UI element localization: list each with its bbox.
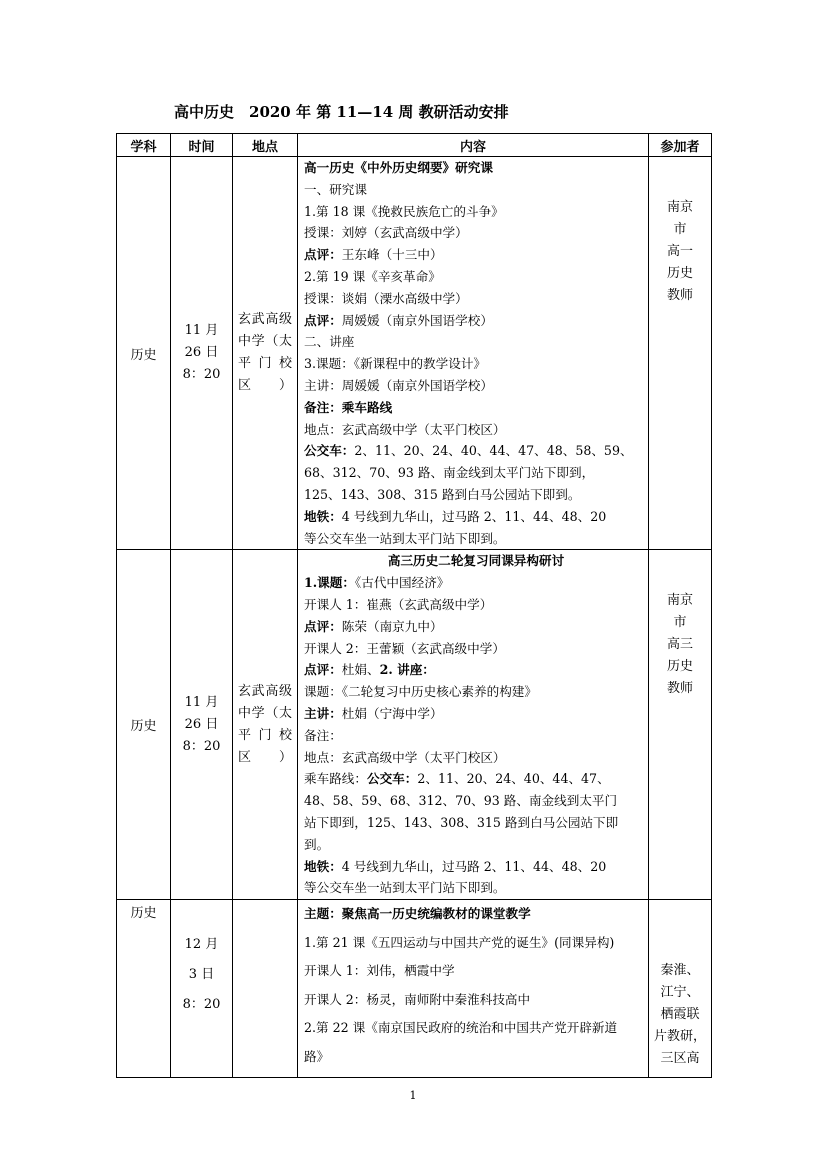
content-line	[304, 462, 648, 484]
content-line-label: 2. 讲座：	[379, 662, 435, 678]
content-line	[304, 244, 648, 266]
content-line-text: 等公交车坐一站到太平门站下即到。	[304, 530, 506, 546]
participants-cell	[649, 550, 712, 900]
participant-line: 教师	[666, 288, 693, 303]
content-line	[304, 550, 648, 572]
content-line-text: 备注：	[304, 727, 342, 743]
content-line-label: 公交车：	[304, 443, 355, 459]
time-line: 11 月	[184, 323, 219, 339]
content-line	[304, 572, 648, 594]
table-row	[117, 900, 712, 1078]
time-line: 8：20	[182, 367, 221, 383]
content-line-text: 2.第 19 课《辛亥革命》	[304, 268, 441, 284]
page-number: 1	[409, 1089, 417, 1102]
participant-line: 秦淮、	[660, 963, 700, 979]
header-time: 时间	[171, 134, 233, 157]
content-line	[304, 929, 648, 958]
content-line	[304, 222, 648, 244]
table-row	[117, 157, 712, 550]
time-line: 26 日	[184, 345, 219, 361]
content-line	[304, 331, 648, 353]
content-line	[304, 725, 648, 747]
time-cell	[171, 157, 233, 550]
content-line-text: 开课人 2：王蕾颖（玄武高级中学）	[304, 640, 505, 656]
content-line	[304, 594, 648, 616]
header-participants: 参加者	[649, 134, 712, 157]
table-header-row	[117, 134, 712, 157]
content-line-text: 站下即到，125、143、308、315 路到白马公园站下即	[304, 814, 619, 830]
content-line-text: 周媛媛（南京外国语学校）	[341, 312, 493, 328]
content-cell	[298, 550, 649, 900]
participant-line: 历史	[666, 266, 693, 281]
participant-line: 片教研，	[653, 1029, 706, 1045]
content-line	[304, 703, 648, 725]
content-line-text: 2.第 22 课《南京国民政府的统治和中国共产党开辟新道	[304, 1020, 618, 1036]
content-line-text: 等公交车坐一站到太平门站下即到。	[304, 880, 506, 896]
content-line	[304, 310, 648, 332]
content-line	[304, 681, 648, 703]
content-line-text: 125、143、308、315 路到白马公园站下即到。	[304, 486, 581, 502]
content-line	[304, 616, 648, 638]
participants-cell	[649, 157, 712, 550]
participants-cell	[649, 900, 712, 1078]
participant-line: 三区高	[660, 1051, 700, 1067]
content-line	[304, 812, 648, 834]
content-line-text: 陈荣（南京九中）	[341, 618, 443, 634]
participant-line: 教师	[666, 681, 693, 697]
content-line-label: 1.课题：	[304, 575, 355, 591]
content-line-text: 主讲：周媛媛（南京外国语学校）	[304, 377, 493, 393]
time-line: 11 月	[184, 694, 219, 710]
content-line	[304, 506, 648, 528]
participant-line: 南京	[666, 593, 693, 609]
participant-line: 南京	[666, 200, 693, 215]
participant-line: 历史	[666, 659, 693, 675]
content-line-text: 到。	[304, 836, 330, 852]
content-line-label: 主讲：	[304, 705, 342, 721]
content-line-text: 1.第 18 课《挽救民族危亡的斗争》	[304, 203, 504, 219]
header-place: 地点	[233, 134, 298, 157]
content-line-text: 杜娟、	[341, 662, 380, 678]
schedule-table	[116, 133, 712, 1078]
content-line	[304, 419, 648, 441]
content-line-label: 点评：	[304, 662, 342, 678]
content-line-label: 主题：	[304, 906, 342, 922]
content-line-text: 课题：《二轮复习中历史核心素养的构建》	[304, 684, 537, 700]
time-line: 8：20	[182, 997, 221, 1013]
content-cell	[298, 900, 649, 1078]
participant-line: 栖霞联	[660, 1007, 700, 1023]
content-line-label: 点评：	[304, 312, 342, 328]
content-line-text: 备注：乘车路线	[304, 399, 393, 415]
content-line-text: 地点：玄武高级中学（太平门校区）	[304, 421, 506, 437]
content-line-text: 聚焦高一历史统编教材的课堂教学	[341, 906, 531, 922]
content-line-text: 一、研究课	[304, 181, 367, 197]
content-line	[304, 1014, 648, 1043]
content-line-text: 王东峰（十三中）	[341, 247, 443, 263]
content-line-text: 乘车路线：	[304, 771, 367, 787]
content-line	[304, 440, 648, 462]
subject-cell: 历史	[117, 157, 171, 550]
content-line	[304, 288, 648, 310]
content-line-text: 48、58、59、68、312、70、93 路、南金线到太平门	[304, 793, 618, 809]
page-title: 高中历史 2020 年 第 11—14 周 教研活动安排	[174, 103, 509, 121]
time-line: 8：20	[182, 738, 221, 754]
subject-cell: 历史	[117, 550, 171, 900]
content-line-label: 点评：	[304, 247, 342, 263]
content-line	[304, 638, 648, 660]
content-line	[304, 768, 648, 790]
place-cell: 玄武高级中学（太平门校区）	[233, 157, 298, 550]
content-line	[304, 834, 648, 856]
content-line	[304, 266, 648, 288]
participant-line: 高一	[666, 244, 693, 259]
time-line: 3 日	[188, 967, 215, 983]
content-line	[304, 157, 648, 179]
content-line-text: 开课人 2：杨灵，南师附中秦淮科技高中	[304, 991, 531, 1007]
place-cell: 玄武高级中学（太平门校区）	[233, 550, 298, 900]
content-line-label: 公交车：	[366, 771, 418, 787]
content-line	[304, 957, 648, 986]
content-line-text: 高三历史二轮复习同课异构研讨	[387, 553, 565, 569]
content-line-text: 2、11、20、24、40、44、47、48、58、59、	[354, 443, 633, 459]
content-line-label: 地铁：	[304, 858, 342, 874]
subject-cell: 历史	[117, 900, 171, 1078]
time-line: 26 日	[184, 716, 219, 732]
table-row	[117, 550, 712, 900]
participant-line: 江宁、	[660, 985, 700, 1001]
time-line: 12 月	[184, 937, 219, 953]
participant-line: 市	[673, 615, 687, 631]
content-line	[304, 856, 648, 878]
content-line-text: 2、11、20、24、40、44、47、	[417, 771, 610, 787]
content-line-text: 4 号线到九华山，过马路 2、11、44、48、20	[341, 508, 607, 524]
content-line	[304, 179, 648, 201]
content-line-text: 地点：玄武高级中学（太平门校区）	[304, 749, 506, 765]
content-line-text: 开课人 1：崔燕（玄武高级中学）	[304, 596, 493, 612]
content-line	[304, 790, 648, 812]
place-cell	[233, 900, 298, 1078]
content-line	[304, 900, 648, 929]
content-line	[304, 484, 648, 506]
content-line-text: 路》	[304, 1048, 330, 1064]
content-line-text: 杜娟（宁海中学）	[341, 705, 443, 721]
time-cell	[171, 900, 233, 1078]
content-line	[304, 528, 648, 550]
content-line	[304, 375, 648, 397]
content-cell	[298, 157, 649, 550]
content-line	[304, 877, 648, 899]
content-line-text: 授课：刘婷（玄武高级中学）	[304, 225, 468, 241]
content-line	[304, 986, 648, 1015]
content-line	[304, 397, 648, 419]
content-line-label: 地铁：	[304, 508, 342, 524]
content-line-text: 《古代中国经济》	[354, 575, 450, 591]
content-line-text: 1.第 21 课《五四运动与中国共产党的诞生》(同课异构)	[304, 934, 615, 950]
content-line-text: 二、讲座	[304, 334, 355, 350]
participant-line: 高三	[666, 637, 693, 653]
content-line-text: 3.课题：《新课程中的教学设计》	[304, 356, 487, 372]
content-line-text: 开课人 1：刘伟，栖霞中学	[304, 963, 455, 979]
participant-line: 市	[673, 222, 687, 237]
time-cell	[171, 550, 233, 900]
content-line	[304, 201, 648, 223]
header-content: 内容	[298, 134, 649, 157]
content-line	[304, 353, 648, 375]
content-line-label: 点评：	[304, 618, 342, 634]
content-line	[304, 747, 648, 769]
content-line-text: 4 号线到九华山，过马路 2、11、44、48、20	[341, 858, 607, 874]
content-line-text: 高一历史《中外历史纲要》研究课	[304, 160, 493, 175]
content-line-text: 授课：谈娟（溧水高级中学）	[304, 290, 468, 306]
header-subject: 学科	[117, 134, 171, 157]
content-line	[304, 659, 648, 681]
content-line-text: 68、312、70、93 路、南金线到太平门站下即到，	[304, 465, 595, 481]
content-line	[304, 1043, 648, 1072]
